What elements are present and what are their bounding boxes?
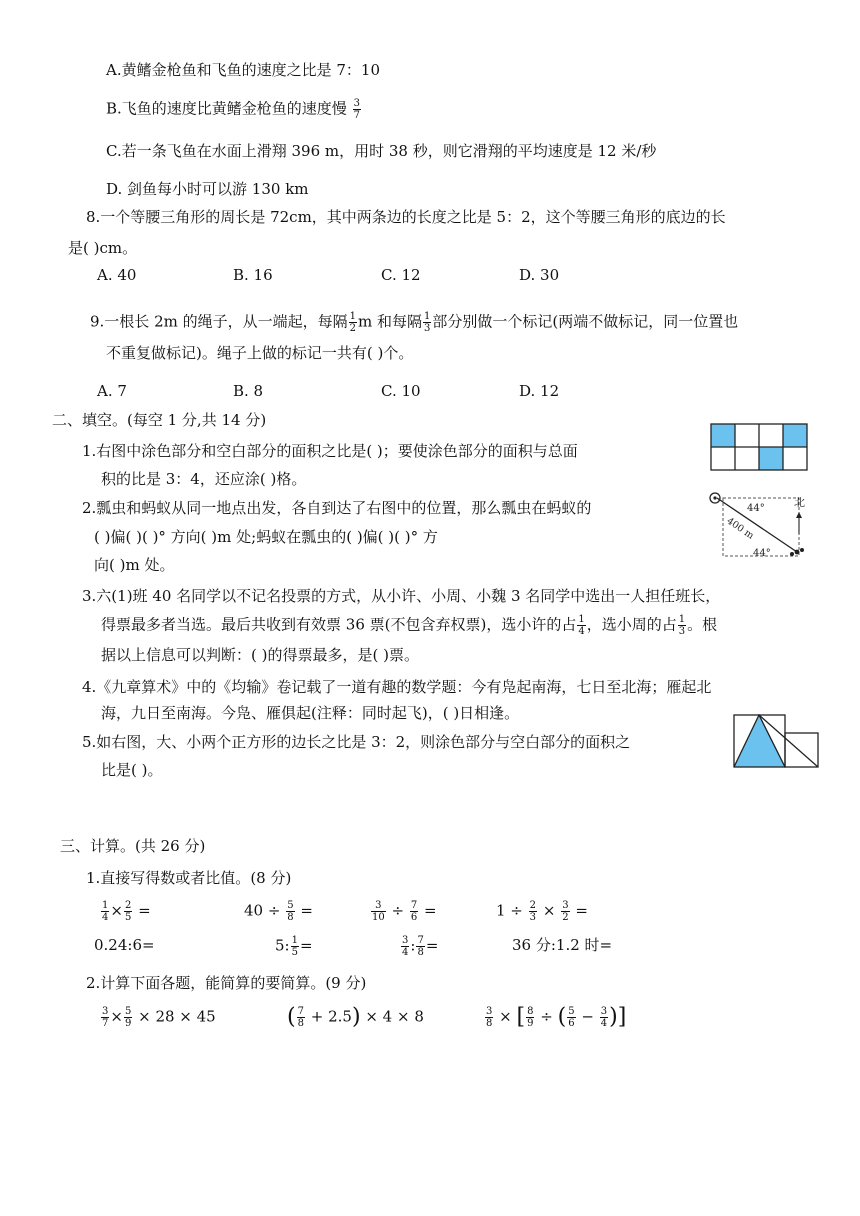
q7-option-c: C.若一条飞鱼在水面上滑翔 396 m，用时 38 秒，则它滑翔的平均速度是 12 米/秒 — [106, 142, 657, 160]
fraction: $\frac{3}{2}$ — [562, 900, 569, 923]
s2-q3-text-b: ，选小周的占 — [586, 615, 677, 634]
s2-q2-line1: 2.瓢虫和蚂蚁从同一地点出发，各自到达了右图中的位置，那么瓢虫在蚂蚁的 — [82, 499, 592, 517]
grid-shaded-cell — [711, 424, 735, 447]
fraction: $\frac{7}{6}$ — [410, 900, 418, 923]
s2-q3-text-a: 得票最多者当选。最后共收到有效票 36 票(不包含弃权票)，选小许的占 — [101, 615, 577, 634]
fraction: $\frac{3}{10}$ — [372, 900, 385, 923]
s2-q5-line2: 比是( )。 — [101, 761, 163, 779]
q9-text-2: m 和每隔 — [358, 312, 422, 331]
q8-option-a: A. 40 — [97, 266, 137, 284]
q8-stem-line1: 8.一个等腰三角形的周长是 72cm，其中两条边的长度之比是 5：2，这个等腰三角形的底边的长 — [86, 208, 726, 226]
section-3-title: 三、计算。(共 26 分) — [60, 837, 206, 855]
calc-r2c1: 0.24:6= — [94, 936, 155, 954]
fraction: $\frac{1}{4}$ — [578, 614, 585, 637]
calc-r1c3: $\frac{3}{10}$ ÷ $\frac{7}{6}$ = — [372, 900, 437, 923]
q7-option-a: A.黄鳍金枪鱼和飞鱼的速度之比是 7：10 — [106, 61, 381, 79]
calc-r1c2: 40 ÷ $\frac{5}{8}$ = — [244, 900, 313, 923]
fraction: $\frac{5}{8}$ — [287, 900, 294, 923]
calc-r1c4: 1 ÷ $\frac{2}{3}$ × $\frac{3}{2}$ = — [496, 900, 588, 923]
section-2-title: 二、填空。(每空 1 分,共 14 分) — [52, 411, 267, 429]
s3-q2-heading: 2.计算下面各题，能简算的要简算。(9 分) — [86, 974, 367, 992]
fraction: $\frac{1}{4}$ — [102, 900, 109, 923]
grid-shaded-cell — [759, 447, 783, 470]
calc-r2c4: 36 分:1.2 时= — [512, 936, 613, 954]
s2-q3-line2 — [101, 614, 717, 637]
fraction: $\frac{1}{5}$ — [291, 935, 298, 958]
s2-q1-line2: 积的比是 3：4，还应涂( )格。 — [101, 470, 307, 488]
q9-stem-line1 — [90, 311, 738, 334]
s2-q2-line2: ( )偏( )( )° 方向( )m 处;蚂蚁在瓢虫的( )偏( )( )° 方 — [94, 528, 438, 546]
s2-q3-line3: 据以上信息可以判断：( )的得票最多，是( )票。 — [101, 646, 419, 664]
q7-option-b — [106, 98, 362, 121]
calc-r2c2: 5: $\frac{1}{5}$ = — [275, 935, 313, 958]
q9-stem-line2: 不重复做标记)。绳子上做的标记一共有( )个。 — [106, 344, 414, 362]
fraction: $\frac{2}{5}$ — [124, 900, 132, 923]
fraction: $\frac{3}{4}$ — [402, 935, 409, 958]
compass-figure — [703, 490, 818, 565]
q8-option-b: B. 16 — [233, 266, 273, 284]
q9-option-d: D. 12 — [519, 382, 560, 400]
compass-angle-bottom: 44° — [753, 548, 771, 559]
q9-option-a: A. 7 — [97, 382, 127, 400]
fraction: $\frac{5}{6}$ — [568, 1006, 575, 1029]
fraction: $\frac{8}{9}$ — [527, 1006, 534, 1029]
calc-r2c3: $\frac{3}{4}$ : $\frac{7}{8}$ = — [402, 935, 439, 958]
calc-expr-3: $\frac{3}{8}$ × [ $\frac{8}{9}$ ÷ ( $\frac{5}{6}$ − $\frac{3}{4}$ )] — [486, 1004, 627, 1030]
fraction: $\frac{2}{3}$ — [529, 900, 537, 923]
fraction: $\frac{1}{3}$ — [678, 614, 686, 637]
q8-option-d: D. 30 — [519, 266, 560, 284]
grid-shaded-cell — [783, 424, 807, 447]
fraction: $\frac{7}{8}$ — [417, 935, 424, 958]
q8-stem-line2: 是( )cm。 — [68, 239, 138, 257]
s2-q2-line3: 向( )m 处。 — [94, 556, 175, 574]
s3-q1-heading: 1.直接写得数或者比值。(8 分) — [86, 869, 292, 887]
fraction: $\frac{3}{7}$ — [353, 98, 360, 121]
fraction: $\frac{3}{7}$ — [102, 1006, 109, 1029]
calc-r1c1: $\frac{1}{4}$ × $\frac{2}{5}$ = — [102, 900, 151, 923]
fraction: $\frac{1}{2}$ — [349, 311, 356, 334]
fraction: $\frac{1}{3}$ — [424, 311, 431, 334]
s2-q1-line1: 1.右图中涂色部分和空白部分的面积之比是( )；要使涂色部分的面积与总面 — [82, 442, 578, 460]
calc-expr-2: ( $\frac{7}{8}$ + 2.5) × 4 × 8 — [287, 1004, 424, 1030]
compass-distance-label: 400 m — [724, 515, 756, 542]
shaded-triangle-large — [734, 715, 785, 767]
fraction: $\frac{5}{9}$ — [124, 1006, 132, 1029]
north-arrow-icon — [796, 512, 802, 518]
s2-q3-text-c: 。根 — [687, 615, 718, 634]
squares-figure — [733, 714, 819, 770]
q9-text-1: 9.一根长 2m 的绳子，从一端起，每隔 — [90, 312, 348, 331]
s2-q4-line2: 海，九日至南海。今凫、雁俱起(注释：同时起飞)，( )日相逢。 — [101, 704, 520, 722]
q7-option-d: D. 剑鱼每小时可以游 130 km — [106, 180, 309, 198]
q9-option-b: B. 8 — [233, 382, 264, 400]
compass-angle-top: 44° — [747, 503, 765, 514]
compass-north-label: 北 — [794, 496, 805, 509]
q8-option-c: C. 12 — [381, 266, 421, 284]
fraction: $\frac{3}{8}$ — [486, 1006, 493, 1029]
s2-q4-line1: 4.《九章算术》中的《均输》卷记载了一道有趣的数学题：今有凫起南海，七日至北海；雁起北 — [82, 678, 712, 696]
grid-figure — [710, 423, 810, 473]
q9-option-c: C. 10 — [381, 382, 421, 400]
q9-text-3: 部分别做一个标记(两端不做标记，同一位置也 — [432, 312, 739, 331]
fraction: $\frac{7}{8}$ — [297, 1006, 304, 1029]
q7-option-b-text: B.飞鱼的速度比黄鳍金枪鱼的速度慢 — [106, 99, 347, 118]
fraction: $\frac{3}{4}$ — [600, 1006, 608, 1029]
calc-expr-1: $\frac{3}{7}$ × $\frac{5}{9}$ × 28 × 45 — [102, 1006, 216, 1029]
s2-q3-line1: 3.六(1)班 40 名同学以不记名投票的方式，从小许、小周、小魏 3 名同学中选出一人担任班长， — [82, 587, 721, 605]
s2-q5-line1: 5.如右图，大、小两个正方形的边长之比是 3：2，则涂色部分与空白部分的面积之 — [82, 733, 631, 751]
